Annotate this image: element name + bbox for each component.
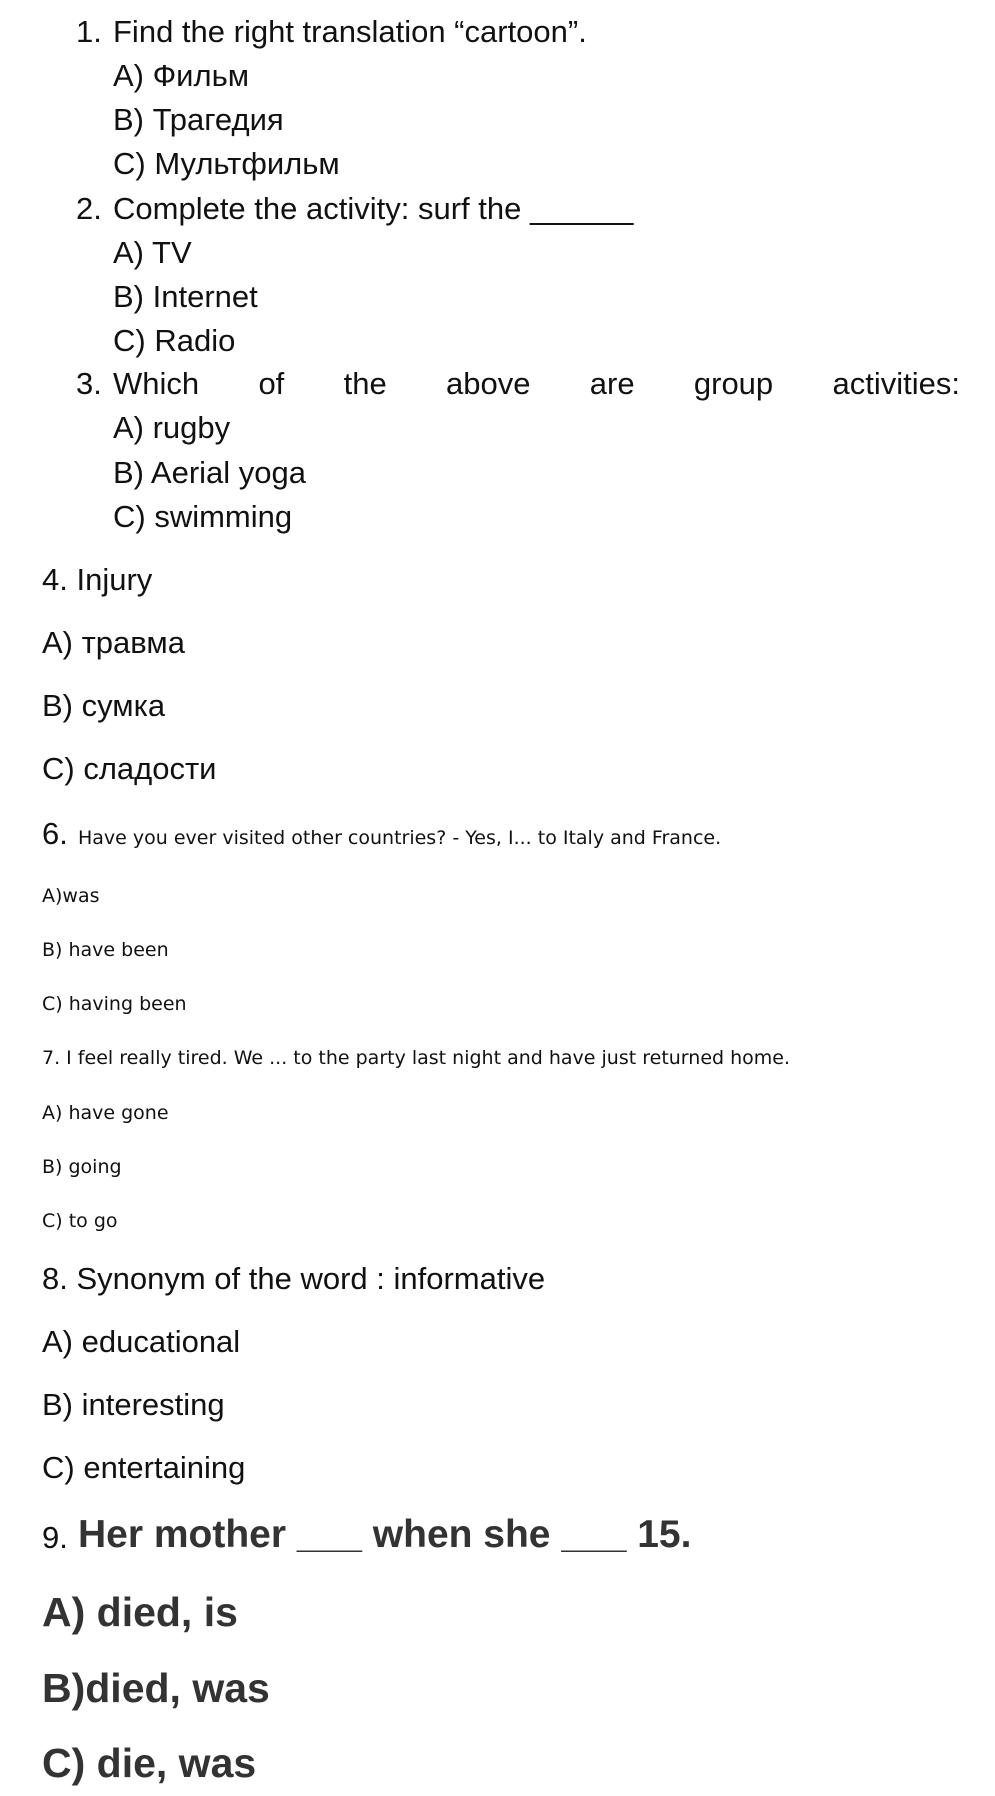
q1-option-b: B) Трагедия (113, 102, 284, 137)
q3-number: 3. (76, 366, 102, 401)
q7-text: 7. I feel really tired. We ... to the party last night and have just returned home. (42, 1047, 791, 1069)
q4-option-b: B) сумка (42, 688, 166, 723)
q3-word: the (343, 366, 387, 401)
q2-option-b: B) Internet (113, 279, 258, 314)
q1-option-a: A) Фильм (113, 58, 250, 93)
q3-option-c: C) swimming (113, 499, 293, 534)
q7-option-b: B) going (42, 1156, 122, 1178)
q2-option-a: A) TV (113, 235, 192, 270)
q6-option-a: A)was (42, 885, 100, 907)
q8-text: 8. Synonym of the word : informative (42, 1261, 546, 1296)
q1-text: Find the right translation “cartoon”. (113, 14, 587, 49)
q8-option-a: A) educational (42, 1324, 241, 1359)
q9-option-a: A) died, is (42, 1589, 238, 1635)
q1-number: 1. (76, 14, 102, 49)
q7-option-a: A) have gone (42, 1102, 169, 1124)
q2-option-c: C) Radio (113, 323, 236, 358)
q9-number: 9. (42, 1520, 68, 1555)
q3-word: are (589, 366, 635, 401)
q3-word: above (446, 366, 531, 401)
q2-number: 2. (76, 191, 102, 226)
q6-number: 6. (42, 816, 68, 851)
q4-option-c: C) сладости (42, 751, 217, 786)
q9-option-b: B)died, was (42, 1665, 270, 1711)
q6-option-c: C) having been (42, 993, 187, 1015)
q2-text: Complete the activity: surf the ______ (113, 191, 634, 226)
q4-text: 4. Injury (42, 562, 153, 597)
q1-option-c: C) Мультфильм (113, 146, 340, 181)
q9-option-c: C) die, was (42, 1740, 257, 1786)
q3-option-a: A) rugby (113, 410, 231, 445)
q8-option-b: B) interesting (42, 1387, 225, 1422)
q9-text: Her mother ___ when she ___ 15. (78, 1513, 692, 1556)
q3-word: group (693, 366, 774, 401)
q3-word: Which (113, 366, 200, 401)
q6-option-b: B) have been (42, 939, 169, 961)
q3-word: of (258, 366, 285, 401)
q6-text: Have you ever visited other countries? - Yes, I... to Italy and France. (78, 827, 722, 849)
q4-option-a: A) травма (42, 625, 185, 660)
q8-option-c: C) entertaining (42, 1450, 246, 1485)
q3-word: activities: (832, 366, 960, 401)
q3-option-b: B) Aerial yoga (113, 455, 306, 490)
q7-option-c: C) to go (42, 1210, 118, 1232)
q3-text (113, 366, 960, 402)
